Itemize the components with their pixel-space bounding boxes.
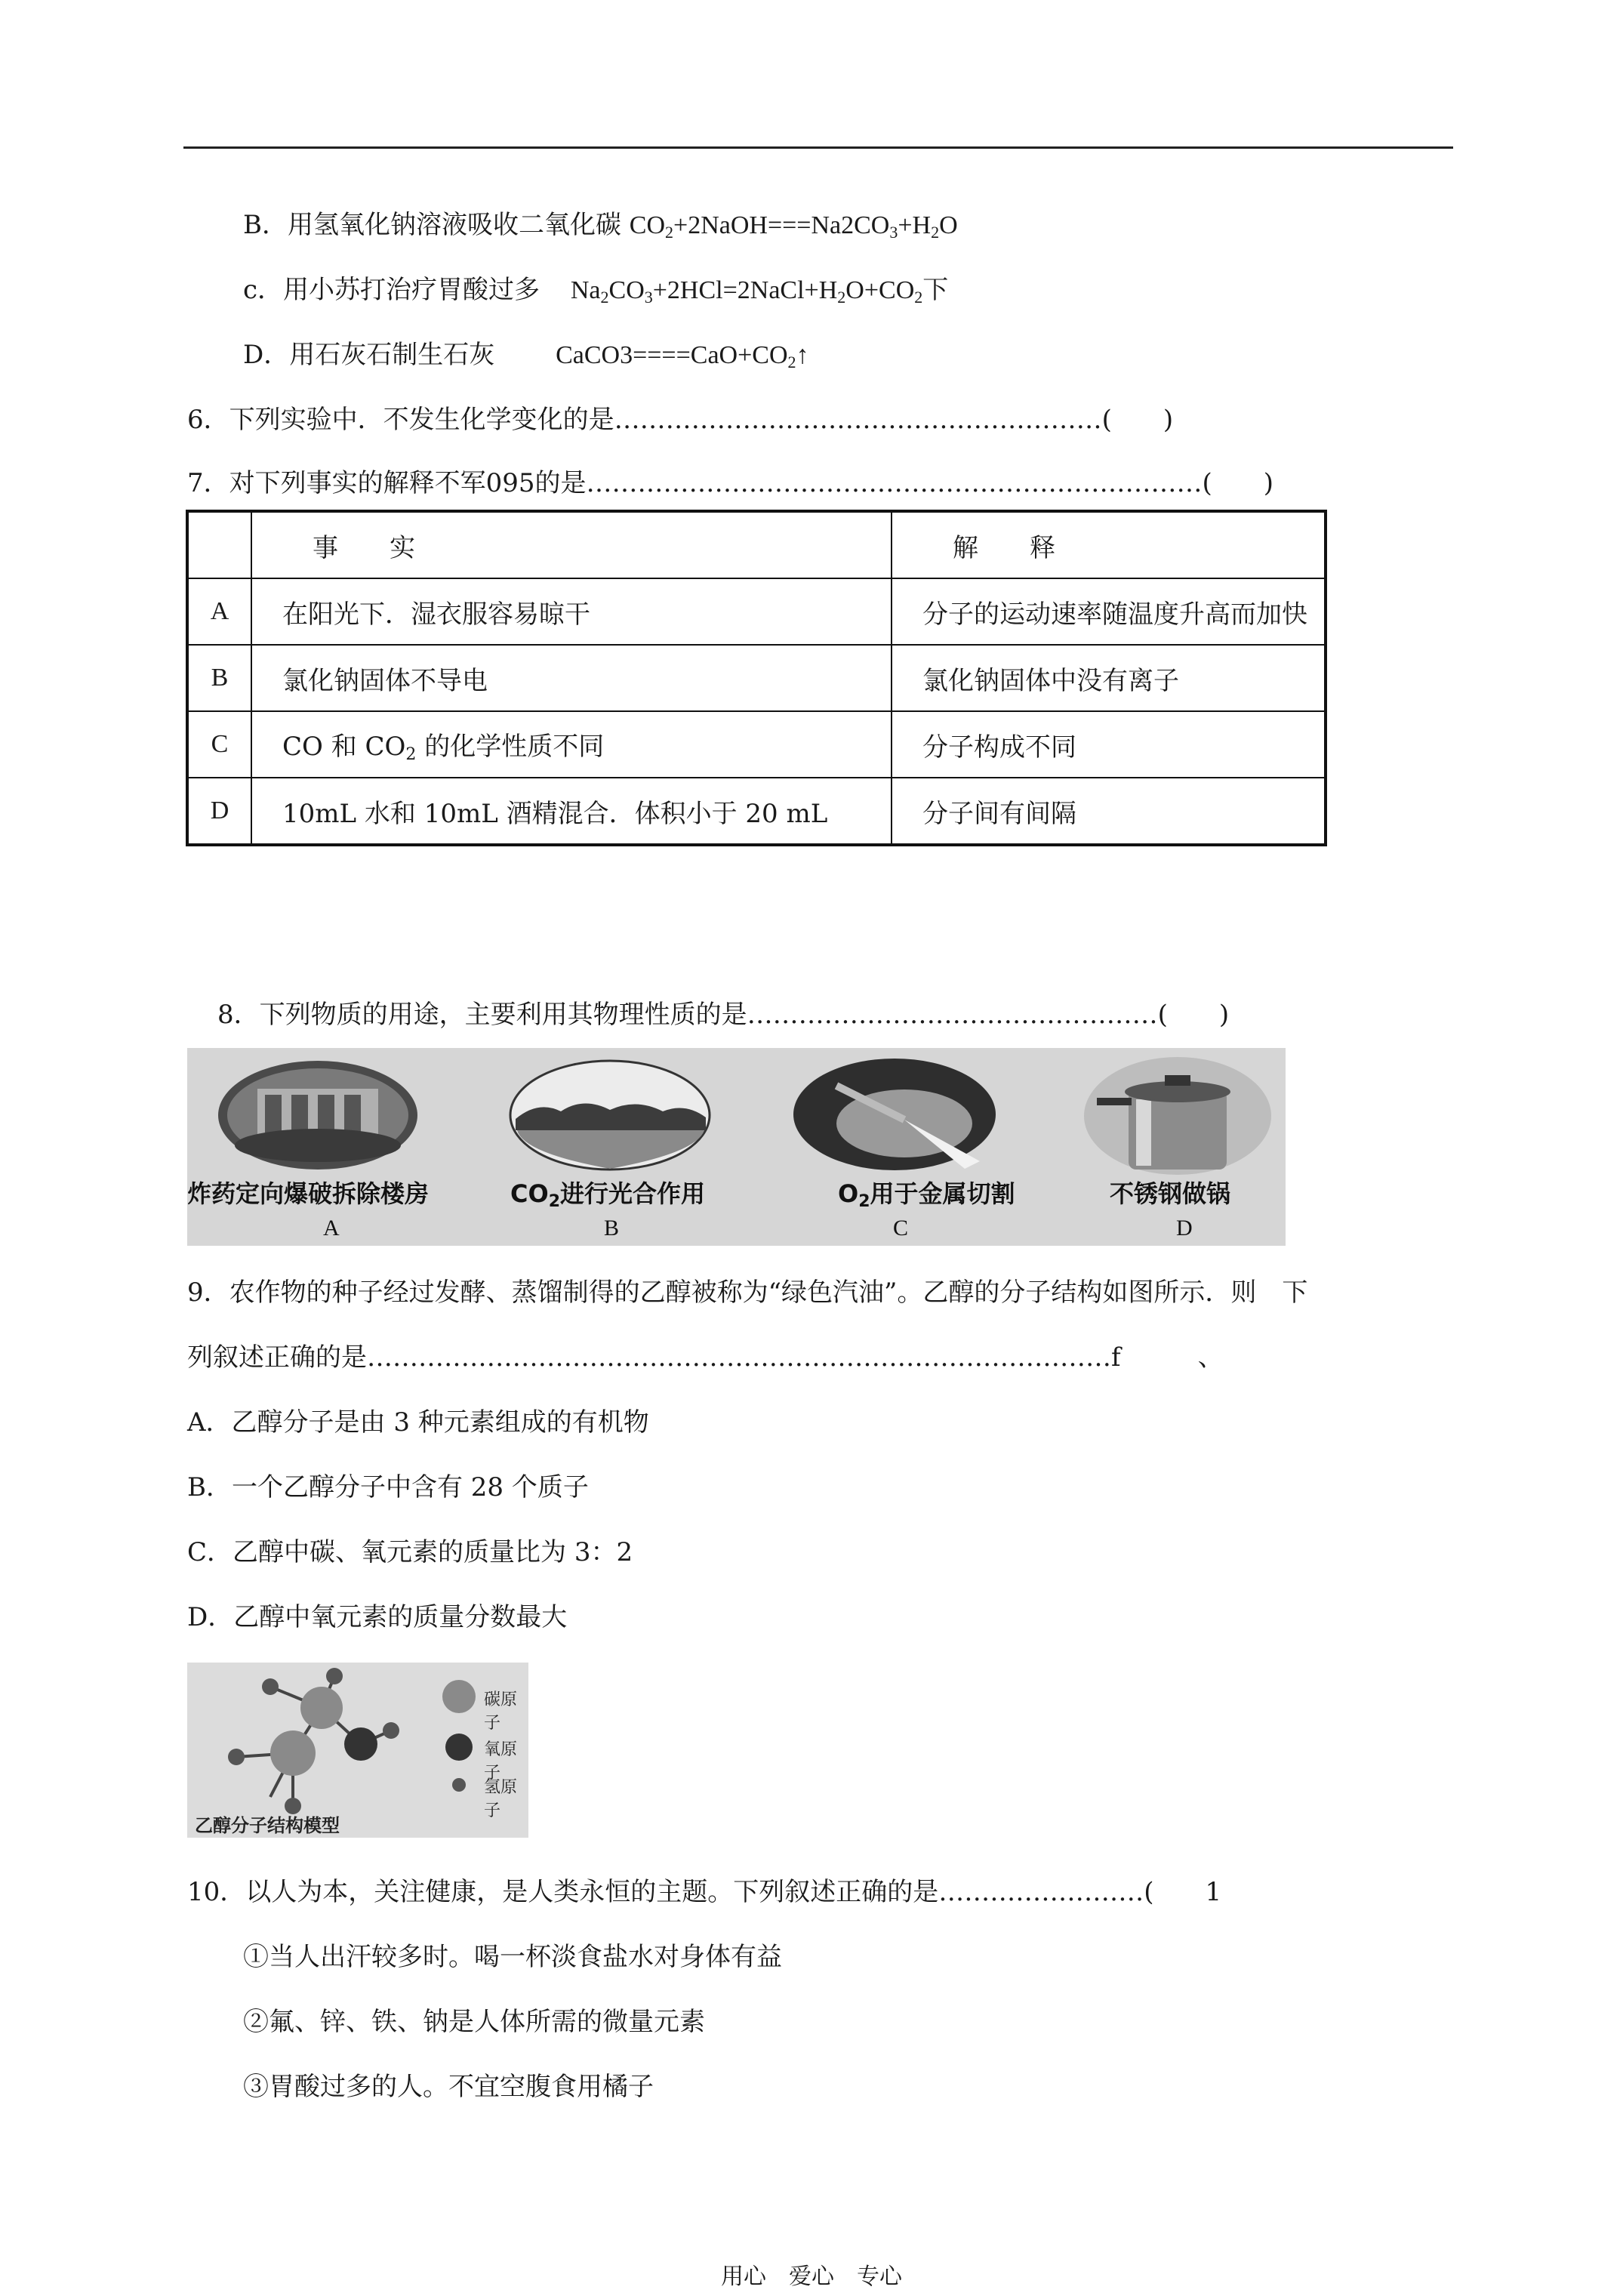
option-b-letter: B: [604, 1216, 620, 1240]
pot-photo: [1082, 1054, 1274, 1179]
q5-option-d: D．用石灰石制生石灰 $CaCO3====CaO+CO_2↑$: [243, 340, 809, 371]
table-row: A 在阳光下．湿衣服容易晾干 分子的运动速率随温度升高而加快: [187, 578, 1326, 645]
legend-hydrogen: 氢原子: [484, 1778, 518, 1820]
model-caption: 乙醇分子结构模型: [195, 1815, 340, 1836]
q10-item-2: ②氟、锌、铁、钠是人体所需的微量元素: [243, 2007, 705, 2037]
cutting-photo: [791, 1056, 999, 1173]
table-row: B 氯化钠固体不导电 氯化钠固体中没有离子: [187, 645, 1326, 711]
q9-option-c: C．乙醇中碳、氧元素的质量比为 3：2: [187, 1537, 633, 1567]
option-d-caption: 不锈钢做锅: [1110, 1179, 1231, 1208]
legend-oxygen: 氧原子: [484, 1740, 518, 1783]
q7-table: [186, 510, 1327, 846]
question-9-line1: 9．农作物的种子经过发酵、蒸馏制得的乙醇被称为“绿色汽油”。乙醇的分子结构如图所示．则 下: [187, 1277, 1308, 1308]
question-7: 7．对下列事实的解释不军095的是………………………………………………………………( ): [187, 468, 1274, 498]
forest-photo: [508, 1059, 712, 1172]
q5-d-equation: $CaCO3====CaO+CO_2↑$: [556, 341, 809, 371]
table-row: D 10mL 水和 10mL 酒精混合．体积小于 20 mL 分子间有间隔: [187, 778, 1326, 845]
option-c-letter: C: [893, 1216, 909, 1240]
ethanol-model-figure: [187, 1663, 528, 1838]
question-6: 6．下列实验中．不发生化学变化的是…………………………………………………( ): [187, 405, 1174, 435]
option-a-letter: A: [323, 1216, 340, 1240]
header-fact: 事 实: [251, 511, 892, 578]
q10-item-1: ①当人出汗较多时。喝一杯淡食盐水对身体有益: [243, 1942, 782, 1972]
table-header-row: [187, 511, 1326, 578]
q9-option-b: B．一个乙醇分子中含有 28 个质子: [187, 1472, 589, 1502]
q10-item-3: ③胃酸过多的人。不宜空腹食用橘子: [243, 2072, 654, 2102]
question-9-line2: 列叙述正确的是……………………………………………………………………………f 、: [187, 1342, 1224, 1373]
demolition-photo: [216, 1059, 420, 1172]
q5-b-equation: $CO_2+2NaOH===Na2CO_3+H_2O$: [629, 211, 958, 242]
q9-option-d: D．乙醇中氧元素的质量分数最大: [187, 1602, 568, 1632]
question-10: 10．以人为本，关注健康，是人类永恒的主题。下列叙述正确的是……………………( 1: [187, 1877, 1222, 1907]
q8-photo-strip: [187, 1048, 1286, 1246]
q9-option-a: A．乙醇分子是由 3 种元素组成的有机物: [187, 1407, 649, 1438]
q5-option-c: c．用小苏打治疗胃酸过多 $Na_2CO_3+2HCl=2NaCl+H_2O+CO_2$下: [243, 275, 949, 307]
option-d-letter: D: [1176, 1216, 1193, 1240]
header-explanation: 解 释: [892, 511, 1326, 578]
question-8: 8．下列物质的用途，主要利用其物理性质的是…………………………………………( ): [217, 1000, 1230, 1030]
table-row: C CO 和 $CO_2$ 的化学性质不同 分子构成不同: [187, 711, 1326, 778]
option-c-caption: $O_2$用于金属切割: [838, 1179, 1015, 1211]
page-footer: 用心 爱心 专心: [721, 2264, 902, 2290]
option-a-caption: 炸药定向爆破拆除楼房: [187, 1179, 430, 1208]
header-rule: [183, 146, 1453, 149]
option-b-caption: $CO_2$进行光合作用: [510, 1179, 706, 1211]
q5-c-equation: $Na_2CO_3+2HCl=2NaCl+H_2O+CO_2$下: [570, 276, 949, 307]
q5-option-b: B．用氢氧化钠溶液吸收二氧化碳 $CO_2+2NaOH===Na2CO_3+H_2O$: [243, 210, 958, 242]
legend-carbon: 碳原子: [484, 1690, 518, 1733]
